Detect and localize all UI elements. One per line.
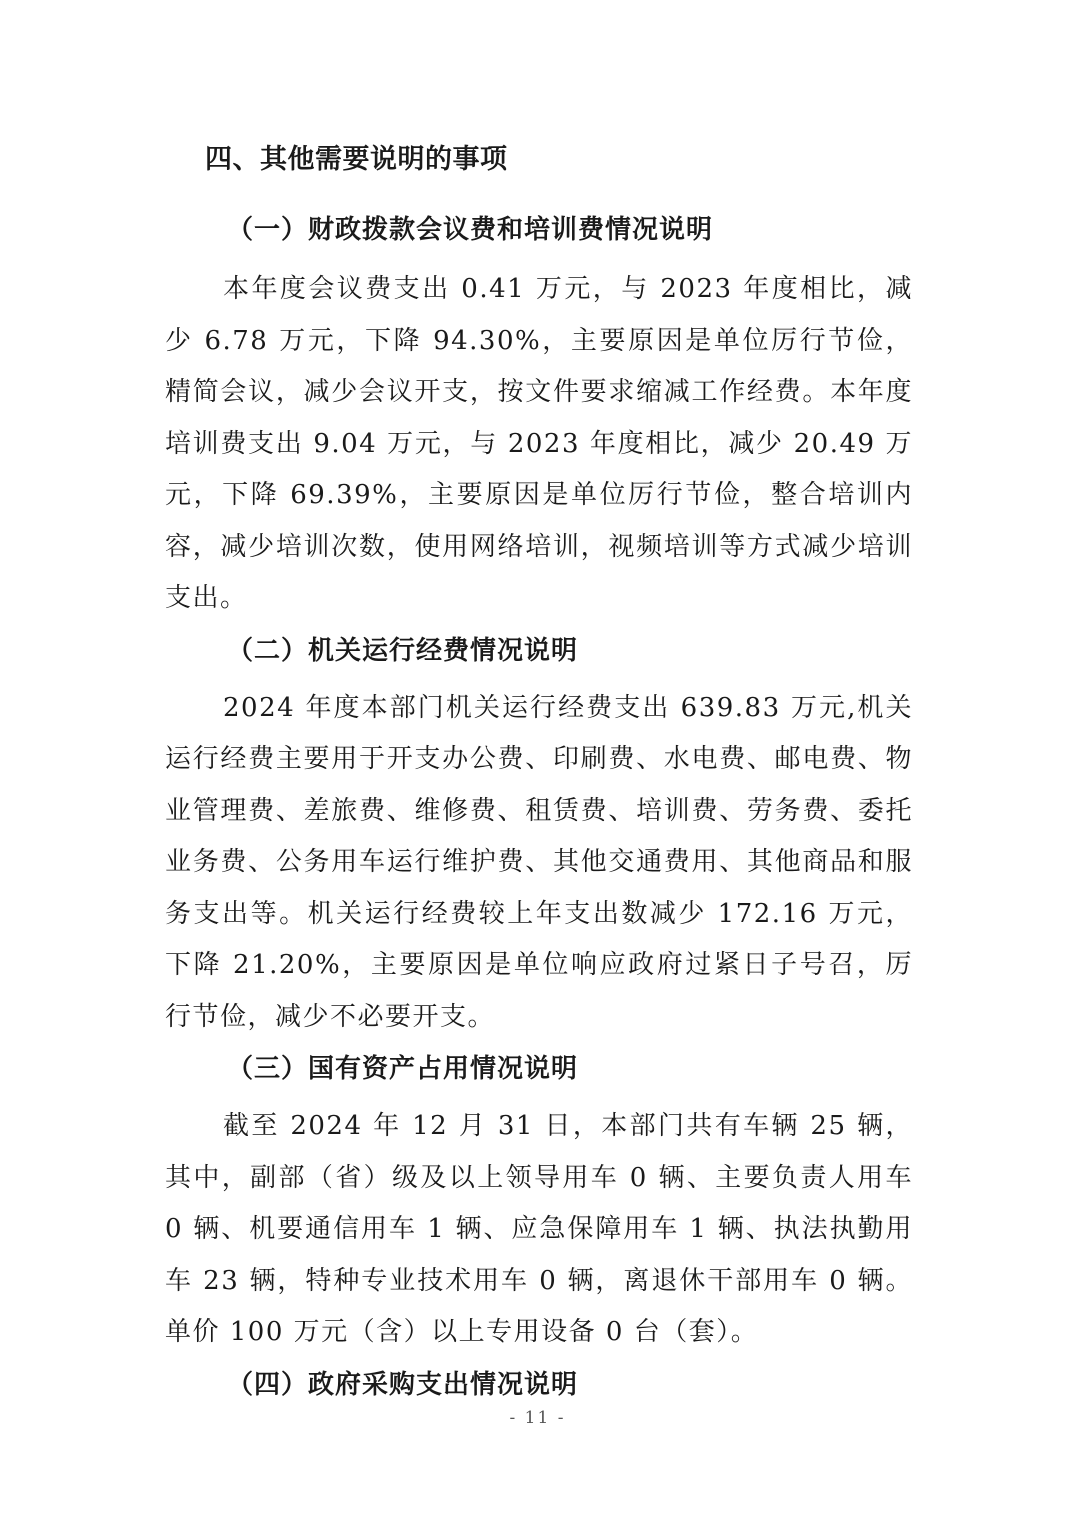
page-number: - 11 - <box>509 1408 566 1428</box>
paragraph-2: 2024 年度本部门机关运行经费支出 639.83 万元,机关运行经费主要用于开支办公费、印刷费、水电费、邮电费、物业管理费、差旅费、维修费、租赁费、培训费、劳务费、委托业务费、公务用车运行维护费、其他交通费用、其他商品和服务支出等。机关运行经费较上年支出数减少 172.16 万元，下降 21.20%，主要原因是单位响应政府过紧日子号召，厉行节俭，减少不必要开支。 <box>165 692 913 1032</box>
section-title: 四、其他需要说明的事项 <box>205 144 508 175</box>
paragraph-1: 本年度会议费支出 0.41 万元，与 2023 年度相比，减少 6.78 万元，下降 94.30%，主要原因是单位厉行节俭，精简会议，减少会议开支，按文件要求缩减工作经费。本年度培训费支出 9.04 万元，与 2023 年度相比，减少 20.49 万元，下降 69.39%，主要原因是单位厉行节俭，整合培训内容，减少培训次数，使用网络培训，视频培训等方式减少培训支出。 <box>165 274 913 613</box>
paragraph-3: 截至 2024 年 12 月 31 日，本部门共有车辆 25 辆，其中，副部（省）级及以上领导用车 0 辆、主要负责人用车 0 辆、机要通信用车 1 辆、应急保障用车 1 辆、执法执勤用车 23 辆，特种专业技术用车 0 辆，离退休干部用车 0 辆。单价 100 万元（含）以上专用设备 0 台（套）。 <box>165 1111 913 1347</box>
subsection-title-1: （一）财政拨款会议费和培训费情况说明 <box>227 215 714 245</box>
subsection-title-3: （三）国有资产占用情况说明 <box>227 1054 579 1084</box>
subsection-title-2: （二）机关运行经费情况说明 <box>227 635 579 666</box>
subsection-title-4: （四）政府采购支出情况说明 <box>227 1369 579 1400</box>
page-content <box>165 140 913 1417</box>
